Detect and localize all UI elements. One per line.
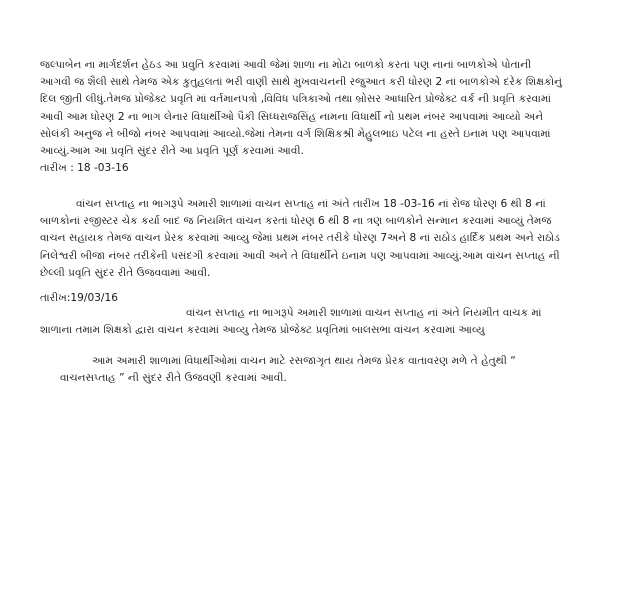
text-line: આમ અમારી શાળામાં વિધાર્થીઓમાં વાચન માટે રસજાગૃત થાય તેમજ પ્રેરક વાતાવરણ મળે તે હેતુથી “ [92,355,516,367]
text-line: દિલ જીતી લીધું.તેમજ પ્રોજેક્ટ પ્રવૃતિ માં વર્તમાનપત્રો ,વિવિધ પત્રિકાઓ તથા બ્રોસર આધારિત પ્રોજેક્ટ વર્ક ની પ્રવૃતિ કરવામાં [40,93,551,106]
text-line: શાળાના તમામ શિક્ષકો દ્વારા વાંચન કરવામાં આવ્યુ તેમજ પ્રોજેક્ટ પ્રવૃતિમાં બાલસભા વાંચન કરવામાં આવ્યુ [40,324,485,337]
text-line: વાચનસપ્તાહ ” ની સુંદર રીતે ઉજવણી કરવામાં આવી. [60,372,287,385]
paragraph-reading-week-awards [40,196,600,282]
paragraph-teachers-reading [40,305,600,339]
text-line: નિલેશ્વરી બીજા નંબર તરીકેની પસંદગી કરવામાં આવી અને તે વિધાર્થીને ઇનામ પણ આપવામાં આવ્યું.આમ વાંચન સપ્તાહ ની [40,249,560,262]
paragraph-reading-activity-class2 [40,57,600,160]
date-text: તારીખ:19/03/16 [40,292,118,304]
date-text: તારીખ : 18 -03-16 [40,162,129,174]
text-line: બાળકોનાં રજીસ્ટર ચેક કર્યા બાદ જ નિયમિત વાંચન કરતાં ધોરણ 6 થી 8 ના ત્રણ બાળકોને સન્માન કરવામાં આવ્યું તેમજ [40,215,552,228]
text-line: વાચન સહાયક તેમજ વાચન પ્રેરક કરવામાં આવ્યુ જેમાં પ્રથમ નંબર તરીકે ધોરણ 7અને 8 નાં રાઠોડ હાર્દિક પ્રથમ અને રાઠોડ [40,232,560,245]
text-line: વાંચન સપ્તાહ ના ભાગરૂપે અમારી શાળામાં વાચન સપ્તાહ નાં અંતે નિયમીત વાચક માં [186,307,542,319]
text-line: વાંચન સપ્તાહ ના ભાગરૂપે અમારી શાળામાં વાચન સપ્તાહ નાં અંતે તારીખ 18 -03-16 નાં રોજ ધોરણ 6 થી 8 નાં [76,198,546,210]
text-line: આવી આમ ધોરણ 2 ના ભાગ લેનાર વિધાર્થીઓ પૈકી સિધ્ધરાજસિંહ નામના વિધાર્થી નો પ્રથમ નંબર આપવામાં આવ્યો અને [40,110,544,123]
text-line: આવ્યું.આમ આ પ્રવૃતિ સુંદર રીતે આ પ્રવૃતિ પૂર્ણ કરવામાં આવી. [40,145,304,158]
text-line: આગવી જ શૈલી સાથે તેમજ એક કુતુહલતાં ભરી વાણી સાથે મુખવાચનની રજુઆત કરી ધોરણ 2 નાં બાળકોએ દરેક શિક્ષકોનું [40,76,562,89]
text-line: જલ્પાબેન ના માર્ગદર્શન હેઠડ આ પ્રવુતિ કરવામાં આવી જેમાં શાળા ના મોટા બાળકો કરતાં પણ નાનાં બાળકોએ પોતાની [40,59,532,71]
text-line: છેલ્લી પ્રવૃતિ સુંદર રીતે ઉજવવામાં આવી. [40,266,211,279]
text-line: સોલંકી અનુજ ને બીજો નંબર આપવામાં આવ્યો.જેમાં તેમના વર્ગ શિક્ષિકશ્રી મેહુલભાઇ પટેલ ના હસ્તે ઇનામ પણ આપવામાં [40,127,551,140]
paragraph-conclusion [40,353,600,387]
date-line-1 [40,160,600,177]
